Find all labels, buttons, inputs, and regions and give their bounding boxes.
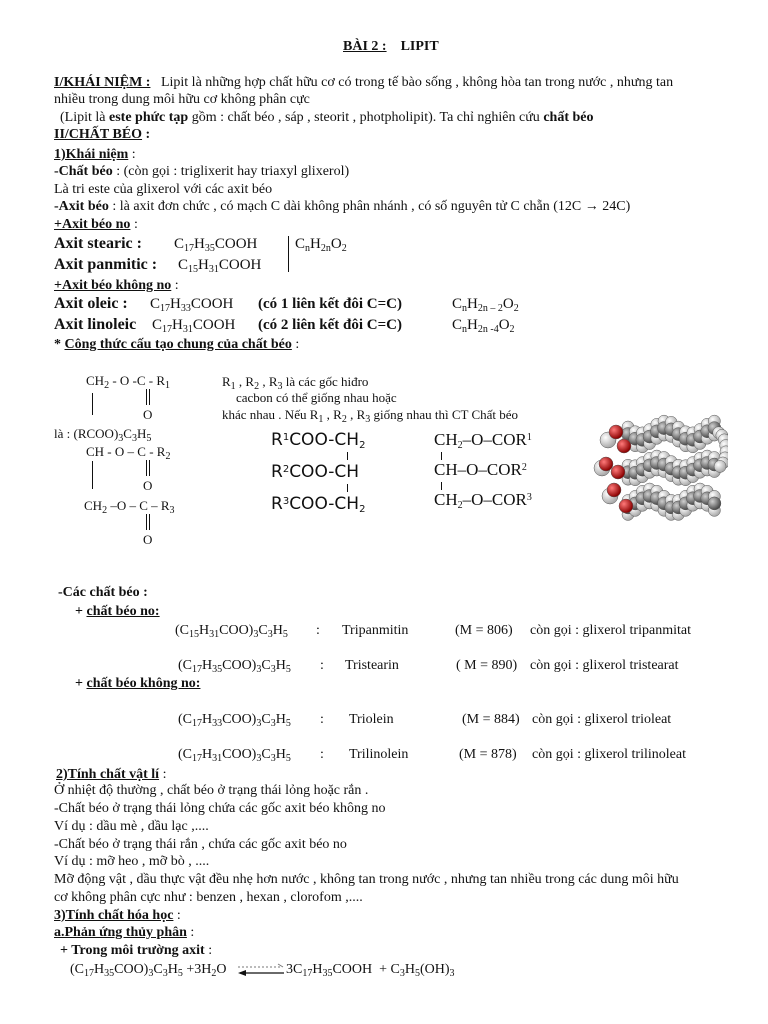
saturated-general-formula: $C_nH_{2n}O_2$ bbox=[295, 236, 347, 254]
fat-formula-2: $(C_{17}H_{35}COO)_3C_3H_5$ bbox=[178, 658, 291, 675]
fat-colon-1: : bbox=[316, 623, 320, 638]
struct-double-c1 bbox=[146, 514, 147, 530]
panmitic-formula: $C_{15}H_{31}COOH$ bbox=[178, 257, 262, 275]
physical-line5: Ví dụ : mỡ heo , mỡ bò , .... bbox=[54, 854, 210, 869]
hydrolysis-products: $3C_{17}H_{35}COOH + C_3H_5(OH)_3$ bbox=[286, 962, 455, 979]
structure-heading: * Công thức cấu tạo chung của chất béo : bbox=[54, 337, 300, 352]
r-note-line2: cacbon có thể giống nhau hoặc bbox=[236, 390, 397, 405]
stearic-name: Axit stearic : bbox=[54, 235, 142, 252]
fat-definition: -Chất béo : (còn gọi : triglixerit hay triaxyl glixerol) bbox=[54, 164, 350, 179]
oxygen-atom bbox=[607, 483, 621, 497]
struct-o2: O bbox=[143, 478, 153, 493]
fat-mass-2: ( M = 890) bbox=[456, 658, 518, 673]
right-bond-b bbox=[441, 482, 442, 490]
hydrolysis-reactants: $(C_{17}H_{35}COO)_3C_3H_5 +3H_2O$ bbox=[70, 962, 227, 979]
struct-double-b1 bbox=[146, 460, 147, 476]
fat-alias-1: còn gọi : glixerol tripanmitat bbox=[530, 623, 691, 638]
stearic-formula: $C_{17}H_{35}COOH$ bbox=[174, 236, 258, 254]
panmitic-name: Axit panmitic : bbox=[54, 256, 158, 273]
acid-medium-heading: + Trong môi trường axit : bbox=[60, 943, 213, 958]
fat-formula-4: $(C_{17}H_{31}COO)_3C_3H_5$ bbox=[178, 747, 291, 764]
fat-formula-3: $(C_{17}H_{33}COO)_3C_3H_5$ bbox=[178, 712, 291, 729]
hydrolysis-heading: a.Phản ứng thủy phân : bbox=[54, 925, 195, 940]
oleic-note: (có 1 liên kết đôi C=C) bbox=[258, 296, 402, 312]
fat-alias-3: còn gọi : glixerol trioleat bbox=[532, 712, 672, 727]
carbon-atom bbox=[708, 497, 721, 510]
mid-bond-b bbox=[347, 484, 348, 492]
struct-row2: CH - O – C - $R_2$ bbox=[86, 444, 171, 462]
section-1-line2: nhiều trong dung môi hữu cơ không phân cực bbox=[54, 92, 310, 107]
physical-line1: Ở nhiệt độ thường , chất béo ở trạng thái lỏng hoặc rắn . bbox=[54, 783, 369, 798]
struct-o3: O bbox=[143, 532, 153, 547]
r-note-line3: khác nhau . Nếu $R_1$ , $R_2$ , $R_3$ giống nhau thì CT Chất béo bbox=[222, 407, 519, 425]
ch-o-cor2: CH–O–COR$^2$ bbox=[434, 460, 527, 479]
struct-double-a2 bbox=[149, 389, 150, 405]
struct-double-c2 bbox=[149, 514, 150, 530]
saturated-fats-heading: + chất béo no: bbox=[75, 604, 160, 619]
section-1-line3: (Lipit là este phức tạp gồm : chất béo , sáp , steorit , photpholipit). Ta chỉ nghiên cứu chất béo bbox=[60, 110, 594, 125]
struct-bond-b bbox=[92, 461, 93, 489]
oleic-formula: $C_{17}H_{33}COOH$ bbox=[150, 296, 234, 314]
physical-line7: cơ không phân cực như : benzen , hexan , clorofom ,.... bbox=[54, 890, 363, 905]
lesson-name: LIPIT bbox=[400, 39, 439, 54]
fat-name-2: Tristearin bbox=[345, 658, 399, 673]
oxygen-atom bbox=[599, 457, 613, 471]
unsaturated-acid-heading: +Axit béo không no : bbox=[54, 278, 179, 293]
fat-mass-3: (M = 884) bbox=[462, 712, 520, 727]
fat-name-4: Trilinolein bbox=[349, 747, 409, 762]
section-1-heading: I/KHÁI NIỆM : bbox=[54, 75, 151, 90]
ch2-o-cor3: $CH_2-O-COR^3$ bbox=[434, 490, 532, 511]
struct-row3: $CH_2$ –O – C – $R_3$ bbox=[84, 498, 175, 516]
concept-heading: 1)Khái niệm : bbox=[54, 147, 136, 162]
fatty-acid-definition: -Axit béo : là axit đơn chức , có mạch C dài không phân nhánh , có số nguyên tử C chẵn (12C → 24C) bbox=[54, 199, 631, 214]
fat-colon-4: : bbox=[320, 747, 324, 762]
oxygen-atom bbox=[617, 439, 631, 453]
unsaturated-fats-heading: + chất béo không no: bbox=[75, 676, 201, 691]
linoleic-note: (có 2 liên kết đôi C=C) bbox=[258, 317, 402, 333]
r2coo-ch: $R^2COO-CH$ bbox=[271, 462, 360, 482]
right-bond-a bbox=[441, 452, 442, 460]
r1coo-ch2: $R^1COO-CH_2$ bbox=[271, 430, 366, 451]
fat-mass-1: (M = 806) bbox=[455, 623, 513, 638]
struct-double-a1 bbox=[146, 389, 147, 405]
r3coo-ch2: $R^3COO-CH_2$ bbox=[271, 494, 366, 515]
struct-o1: O bbox=[143, 407, 153, 422]
section-2-heading: II/CHẤT BÉO : bbox=[54, 127, 151, 142]
bracket-bar bbox=[288, 236, 289, 272]
fat-alias-4: còn gọi : glixerol trilinoleat bbox=[532, 747, 686, 762]
oleic-general-formula: $C_nH_{2n - 2}O_2$ bbox=[452, 296, 519, 314]
struct-bond-a bbox=[92, 393, 93, 415]
oxygen-atom bbox=[619, 499, 633, 513]
r-note-line1: $R_1$ , $R_2$ , $R_3$ là các gốc hiđro bbox=[222, 374, 369, 392]
lesson-number: BÀI 2 : bbox=[343, 39, 387, 54]
chemical-heading: 3)Tính chất hóa học : bbox=[54, 908, 181, 923]
fat-alias-2: còn gọi : glixerol tristearat bbox=[530, 658, 679, 673]
physical-line2: -Chất béo ở trạng thái lỏng chứa các gốc axit béo không no bbox=[54, 801, 386, 816]
oleic-name: Axit oleic : bbox=[54, 295, 128, 312]
reversible-arrow-icon bbox=[236, 958, 286, 980]
linoleic-name: Axit linoleic bbox=[54, 316, 137, 333]
physical-line3: Ví dụ : dầu mè , dầu lạc ,.... bbox=[54, 819, 209, 834]
struct-row1: $CH_2$ - O $-C - R_1$ bbox=[86, 373, 171, 391]
fats-heading: -Các chất béo : bbox=[58, 585, 148, 600]
fat-formula-1: $(C_{15}H_{31}COO)_3C_3H_5$ bbox=[175, 623, 288, 640]
fat-colon-2: : bbox=[320, 658, 324, 673]
mid-bond-a bbox=[347, 452, 348, 460]
section-1-line1: I/KHÁI NIỆM : Lipit là những hợp chất hữu cơ có trong tế bào sống , không hòa tan trong nước , nhưng tan bbox=[54, 75, 674, 90]
oxygen-atom bbox=[611, 465, 625, 479]
physical-line6: Mỡ động vật , dầu thực vật đều nhẹ hơn nước , không tan trong nước , nhưng tan nhiều trong các dung môi hữu bbox=[54, 872, 679, 887]
linoleic-general-formula: $C_nH_{2n -4}O_2$ bbox=[452, 317, 515, 335]
page-title bbox=[343, 38, 439, 55]
hydrogen-atom bbox=[714, 460, 726, 472]
triglyceride-molecule-model bbox=[588, 410, 728, 528]
triester-definition: Là tri este của glixerol với các axit béo bbox=[54, 182, 273, 197]
struct-general: là : $(RCOO)_3C_3H_5$ bbox=[54, 426, 152, 444]
saturated-acid-heading: +Axit béo no : bbox=[54, 217, 138, 232]
linoleic-formula: $C_{17}H_{31}COOH$ bbox=[152, 317, 236, 335]
fat-name-1: Tripanmitin bbox=[342, 623, 409, 638]
fat-mass-4: (M = 878) bbox=[459, 747, 517, 762]
fat-name-3: Triolein bbox=[349, 712, 394, 727]
oxygen-atom bbox=[609, 425, 623, 439]
fat-colon-3: : bbox=[320, 712, 324, 727]
physical-line4: -Chất béo ở trạng thái rắn , chứa các gốc axit béo no bbox=[54, 837, 347, 852]
ch2-o-cor1: $CH_2-O-COR^1$ bbox=[434, 430, 532, 451]
struct-double-b2 bbox=[149, 460, 150, 476]
physical-heading: 2)Tính chất vật lí : bbox=[56, 767, 167, 782]
